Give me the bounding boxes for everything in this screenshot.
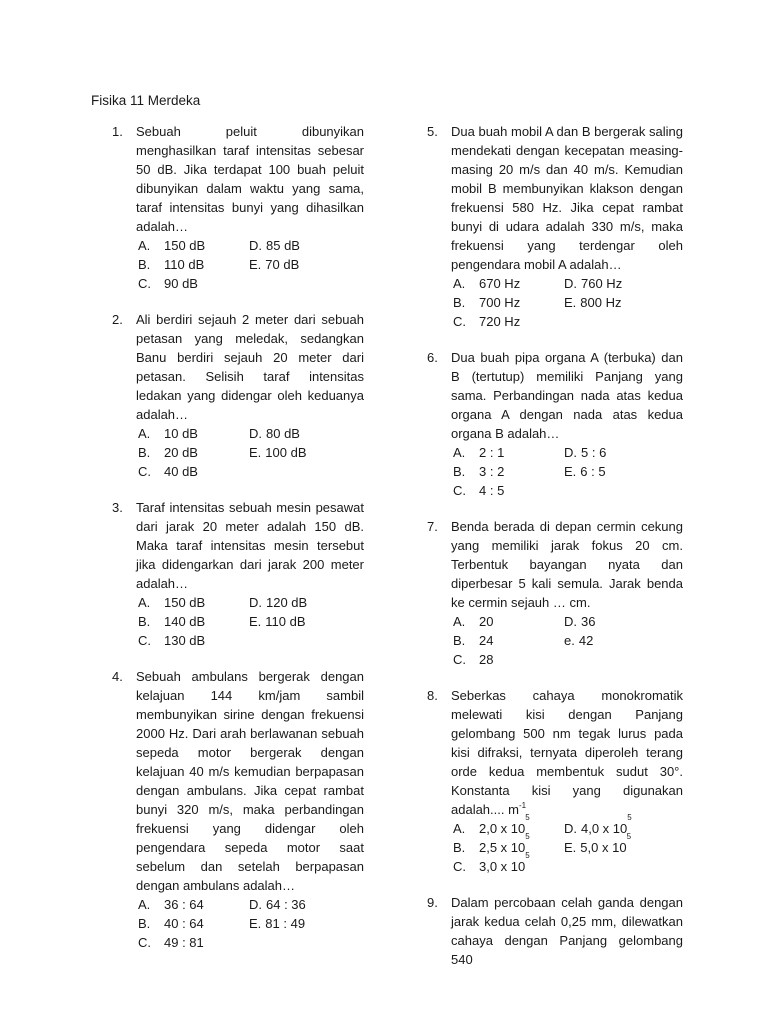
question-item bbox=[427, 517, 683, 669]
option-value: 140 dB bbox=[164, 614, 206, 629]
unit-exponent: -1 bbox=[518, 800, 527, 810]
answer-option bbox=[564, 274, 683, 293]
answer-option bbox=[451, 832, 564, 857]
answer-option bbox=[249, 593, 364, 612]
option-letter: B. bbox=[453, 840, 466, 855]
option-value: 49 : 81 bbox=[164, 935, 204, 950]
question-item bbox=[427, 686, 683, 876]
option-exponent: 5 bbox=[627, 813, 632, 822]
question-number: 2. bbox=[112, 312, 123, 327]
answer-option bbox=[564, 832, 683, 857]
option-letter: D. bbox=[564, 445, 577, 460]
question-text bbox=[136, 310, 364, 424]
option-value: 4 : 5 bbox=[479, 483, 505, 498]
question-number: 7. bbox=[427, 519, 438, 534]
answer-option bbox=[451, 851, 564, 876]
question-item bbox=[112, 667, 364, 952]
option-letter: D. bbox=[564, 276, 577, 291]
option-letter: B. bbox=[138, 916, 151, 931]
option-letter: E. bbox=[564, 295, 577, 310]
option-value: 670 Hz bbox=[479, 276, 521, 291]
option-letter: C. bbox=[453, 652, 466, 667]
option-value: 3,0 x 10 bbox=[479, 859, 526, 874]
option-value: 760 Hz bbox=[581, 276, 623, 291]
question-item bbox=[427, 122, 683, 331]
question-text bbox=[451, 348, 683, 443]
question-text-body: Dua buah pipa organa A (terbuka) dan B (tertutup) memiliki Panjang yang sama. Perbandingan nada atas kedua organa A dengan nada atas kedua organa B adalah… bbox=[451, 350, 683, 441]
option-value: 85 dB bbox=[266, 238, 300, 253]
answer-option bbox=[249, 914, 364, 933]
option-letter: A. bbox=[138, 897, 151, 912]
option-letter: E. bbox=[249, 614, 262, 629]
option-letter: A. bbox=[138, 238, 151, 253]
answer-option bbox=[451, 481, 564, 500]
answer-option bbox=[136, 895, 249, 914]
answer-option bbox=[136, 443, 249, 462]
option-value: 64 : 36 bbox=[266, 897, 306, 912]
option-value: 20 dB bbox=[164, 445, 198, 460]
answer-option bbox=[451, 312, 564, 331]
answer-options bbox=[451, 813, 683, 876]
option-letter: B. bbox=[453, 464, 466, 479]
option-letter: e. bbox=[564, 633, 575, 648]
option-letter: A. bbox=[453, 821, 466, 836]
option-value: 36 : 64 bbox=[164, 897, 204, 912]
answer-option bbox=[249, 424, 364, 443]
answer-options bbox=[136, 424, 364, 481]
answer-option bbox=[136, 424, 249, 443]
option-value: 130 dB bbox=[164, 633, 206, 648]
question-text bbox=[136, 667, 364, 895]
option-letter: B. bbox=[138, 614, 151, 629]
question-item bbox=[427, 893, 683, 969]
option-value: 5,0 x 10 bbox=[580, 840, 627, 855]
answer-options bbox=[451, 443, 683, 500]
answer-option bbox=[564, 293, 683, 312]
answer-option bbox=[249, 443, 364, 462]
option-value: 3 : 2 bbox=[479, 464, 505, 479]
question-text-body: Dalam percobaan celah ganda dengan jarak kedua celah 0,25 mm, dilewatkan cahaya dengan Panjang gelombang 540 bbox=[451, 895, 683, 967]
question-text bbox=[451, 517, 683, 612]
option-value: 28 bbox=[479, 652, 494, 667]
answer-option bbox=[564, 813, 683, 838]
answer-option bbox=[564, 462, 683, 481]
option-value: 40 dB bbox=[164, 464, 198, 479]
answer-options bbox=[136, 895, 364, 952]
answer-option bbox=[136, 631, 249, 650]
option-letter: E. bbox=[564, 464, 577, 479]
answer-option bbox=[136, 462, 249, 481]
answer-option bbox=[564, 612, 683, 631]
page-title: Fisika 11 Merdeka bbox=[91, 93, 201, 108]
answer-options bbox=[451, 612, 683, 669]
answer-option bbox=[451, 274, 564, 293]
question-text bbox=[136, 498, 364, 593]
question-text bbox=[451, 893, 683, 969]
answer-option bbox=[249, 255, 364, 274]
answer-option bbox=[136, 255, 249, 274]
option-value: 36 bbox=[581, 614, 596, 629]
option-letter: A. bbox=[138, 595, 151, 610]
question-text-body: Seberkas cahaya monokromatik melewati kisi dengan Panjang gelombang 500 nm tegak lurus pada kisi difraksi, ternyata diperoleh terang orde kedua membentuk sudut 30°. Konstanta kisi yang digunakan adalah.... m bbox=[451, 688, 683, 817]
option-letter: A. bbox=[453, 445, 466, 460]
question-item bbox=[112, 122, 364, 293]
question-text-body: Sebuah ambulans bergerak dengan kelajuan 144 km/jam sambil membunyikan sirine dengan frekuensi 2000 Hz. Dari arah berlawanan sebuah sepeda motor bergerak dengan kelajuan 40 m/s kemudian berpapasan dengan ambulans. Jika cepat rambat bunyi 320 m/s, maka perbandingan frekuensi yang didengar oleh pengendara sepeda motor saat sebelum dan setelah berpapasan dengan ambulans adalah… bbox=[136, 669, 364, 893]
question-text-body: Sebuah peluit dibunyikan menghasilkan taraf intensitas sebesar 50 dB. Jika terdapat 100 buah peluit dibunyikan dalam waktu yang sama, taraf intensitas bunyi yang dihasilkan adalah… bbox=[136, 124, 364, 234]
question-text-body: Benda berada di depan cermin cekung yang memiliki jarak fokus 20 cm. Terbentuk bayangan nyata dan diperbesar 5 kali semula. Jarak benda ke cermin sejauh … cm. bbox=[451, 519, 683, 610]
question-text-body: Dua buah mobil A dan B bergerak saling mendekati dengan kecepatan measing-masing 20 m/s dan 40 m/s. Kemudian mobil B membunyikan klakson dengan frekuensi 580 Hz. Jika cepat rambat bunyi di udara adalah 330 m/s, maka frekuensi yang terdengar oleh pengendara mobil A adalah… bbox=[451, 124, 683, 272]
option-letter: E. bbox=[249, 445, 262, 460]
question-item bbox=[112, 310, 364, 481]
option-letter: D. bbox=[249, 426, 262, 441]
option-exponent: 5 bbox=[626, 832, 632, 841]
question-number: 5. bbox=[427, 124, 438, 139]
question-number: 8. bbox=[427, 688, 438, 703]
option-letter: A. bbox=[138, 426, 151, 441]
answer-option bbox=[564, 443, 683, 462]
answer-option bbox=[249, 612, 364, 631]
option-letter: A. bbox=[453, 276, 466, 291]
option-value: 40 : 64 bbox=[164, 916, 204, 931]
option-value: 2 : 1 bbox=[479, 445, 505, 460]
option-letter: C. bbox=[453, 314, 466, 329]
question-number: 4. bbox=[112, 669, 123, 684]
answer-option bbox=[136, 236, 249, 255]
answer-option bbox=[249, 895, 364, 914]
option-value: 90 dB bbox=[164, 276, 198, 291]
option-letter: D. bbox=[249, 897, 262, 912]
question-text bbox=[136, 122, 364, 236]
option-letter: E. bbox=[249, 257, 262, 272]
answer-option bbox=[249, 236, 364, 255]
answer-option bbox=[451, 462, 564, 481]
option-value: 42 bbox=[578, 633, 594, 648]
option-value: 150 dB bbox=[164, 238, 206, 253]
question-item bbox=[112, 498, 364, 650]
option-value: 24 bbox=[479, 633, 494, 648]
option-exponent: 5 bbox=[525, 851, 530, 860]
question-text bbox=[451, 122, 683, 274]
option-exponent: 5 bbox=[525, 813, 530, 822]
option-letter: C. bbox=[453, 859, 466, 874]
answer-option bbox=[136, 933, 249, 952]
option-exponent: 5 bbox=[525, 832, 530, 841]
answer-option bbox=[136, 612, 249, 631]
answer-option bbox=[451, 443, 564, 462]
question-number: 3. bbox=[112, 500, 123, 515]
option-letter: C. bbox=[138, 935, 151, 950]
option-letter: C. bbox=[453, 483, 466, 498]
answer-option bbox=[451, 813, 564, 838]
option-letter: D. bbox=[249, 595, 262, 610]
option-letter: C. bbox=[138, 464, 151, 479]
option-value: 110 dB bbox=[164, 257, 205, 272]
question-text bbox=[451, 686, 683, 819]
answer-option bbox=[564, 631, 683, 650]
option-value: 80 dB bbox=[266, 426, 300, 441]
option-letter: A. bbox=[453, 614, 466, 629]
left-column bbox=[112, 122, 364, 969]
option-letter: D. bbox=[249, 238, 262, 253]
option-value: 2,0 x 10 bbox=[479, 821, 526, 836]
answer-options bbox=[136, 236, 364, 293]
option-value: 4,0 x 10 bbox=[581, 821, 628, 836]
option-value: 110 dB bbox=[265, 614, 306, 629]
option-value: 800 Hz bbox=[580, 295, 622, 310]
option-letter: C. bbox=[138, 276, 151, 291]
right-column bbox=[427, 122, 683, 986]
option-value: 6 : 5 bbox=[580, 464, 606, 479]
option-letter: B. bbox=[453, 633, 466, 648]
option-value: 700 Hz bbox=[479, 295, 521, 310]
answer-option bbox=[451, 293, 564, 312]
question-number: 1. bbox=[112, 124, 123, 139]
answer-option bbox=[451, 650, 564, 669]
option-letter: B. bbox=[453, 295, 466, 310]
option-letter: B. bbox=[138, 257, 151, 272]
option-value: 81 : 49 bbox=[265, 916, 306, 931]
option-letter: D. bbox=[564, 614, 577, 629]
option-value: 720 Hz bbox=[479, 314, 521, 329]
option-value: 120 dB bbox=[266, 595, 308, 610]
answer-options bbox=[136, 593, 364, 650]
option-value: 70 dB bbox=[265, 257, 300, 272]
answer-options bbox=[451, 274, 683, 331]
option-value: 150 dB bbox=[164, 595, 206, 610]
option-letter: E. bbox=[564, 840, 577, 855]
question-item bbox=[427, 348, 683, 500]
answer-option bbox=[136, 274, 249, 293]
option-value: 2,5 x 10 bbox=[479, 840, 526, 855]
question-text-body: Ali berdiri sejauh 2 meter dari sebuah petasan yang meledak, sedangkan Banu berdiri sejauh 20 meter dari petasan. Selisih taraf intensitas ledakan yang didengar oleh keduanya adalah… bbox=[136, 312, 364, 422]
answer-option bbox=[136, 593, 249, 612]
answer-option bbox=[451, 612, 564, 631]
answer-option bbox=[451, 631, 564, 650]
question-number: 6. bbox=[427, 350, 438, 365]
option-value: 10 dB bbox=[164, 426, 198, 441]
option-letter: B. bbox=[138, 445, 151, 460]
option-value: 100 dB bbox=[265, 445, 307, 460]
option-letter: E. bbox=[249, 916, 262, 931]
option-letter: C. bbox=[138, 633, 151, 648]
option-value: 20 bbox=[479, 614, 494, 629]
answer-option bbox=[136, 914, 249, 933]
question-text-body: Taraf intensitas sebuah mesin pesawat dari jarak 20 meter adalah 150 dB. Maka taraf intensitas mesin tersebut jika didengarkan dari jarak 200 meter adalah… bbox=[136, 500, 364, 591]
option-letter: D. bbox=[564, 821, 577, 836]
question-number: 9. bbox=[427, 895, 438, 910]
option-value: 5 : 6 bbox=[581, 445, 607, 460]
